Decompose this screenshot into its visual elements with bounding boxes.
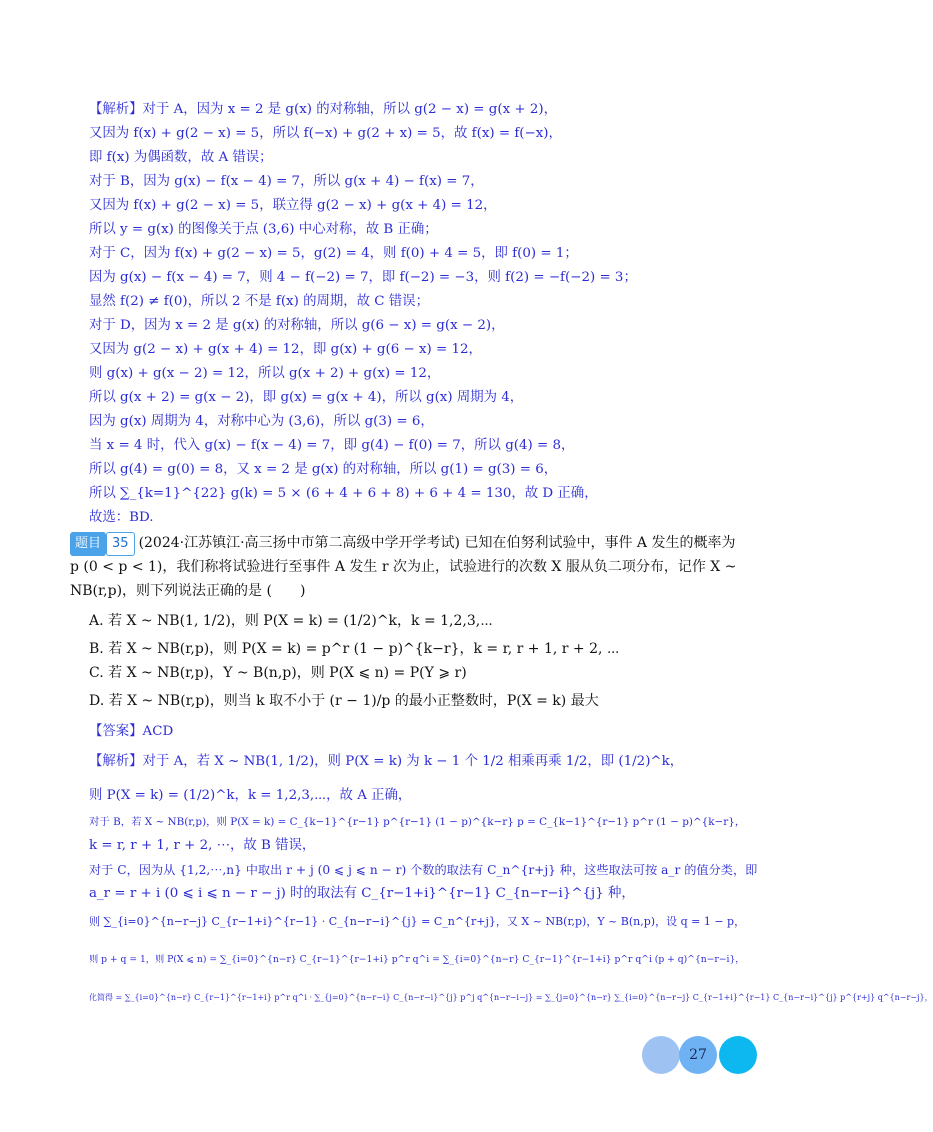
analysis1-line: 故选：BD. [89,510,154,525]
analysis1-line: 则 g(x) + g(x − 2) = 12，所以 g(x + 2) + g(x) = 12， [89,366,441,381]
analysis2-line: 则 p + q = 1，则 P(X ⩽ n) = ∑_{i=0}^{n−r} C_{r−1}^{r−1+i} p^r q^i = ∑_{i=0}^{n−r} C_{r−1}^{r−1+i} p^r q^i (p + q)^{n−r−i}， [89,954,745,965]
option-c: C. 若 X ~ NB(r,p)，Y ~ B(n,p)，则 P(X ⩽ n) = P(Y ⩾ r) [89,665,467,681]
question-line-2: p (0 < p < 1)，我们称将试验进行至事件 A 发生 r 次为止，试验进行的次数 X 服从负二项分布，记作 X ~ [70,559,737,575]
analysis2-line: 【解析】对于 A，若 X ~ NB(1, 1/2)，则 P(X = k) 为 k − 1 个 1/2 相乘再乘 1/2，即 (1/2)^k， [89,754,684,769]
page-indicator [642,1036,758,1074]
option-a: A. 若 X ~ NB(1, 1/2)，则 P(X = k) = (1/2)^k，k = 1,2,3,⋯ [89,613,493,629]
question-tag: 题目 [70,532,106,556]
analysis1-line: 所以 y = g(x) 的图像关于点 (3,6) 中心对称，故 B 正确； [89,222,438,237]
analysis2-line: 化简得 = ∑_{i=0}^{n−r} C_{r−1}^{r−1+i} p^r q^i · ∑_{j=0}^{n−r−i} C_{n−r−i}^{j} p^j q^{n−r−i−j} = ∑_{j=0}^{n−r} ∑_{i=0}^{n−r−j} C_{r−1+i}^{r−1} C_{n−r−i}^{j} p^{r+j} q^{n−r−j}， [89,993,933,1002]
analysis2-line: k = r, r + 1, r + 2, ⋯，故 B 错误， [89,838,316,853]
analysis1-line: 所以 g(x + 2) = g(x − 2)，即 g(x) = g(x + 4)，所以 g(x) 周期为 4， [89,390,524,405]
analysis2-line: 对于 C，因为从 {1,2,⋯,n} 中取出 r + j (0 ⩽ j ⩽ n − r) 个数的取法有 C_n^{r+j} 种，这些取法可按 a_r 的值分类，即 [89,863,758,877]
page-circle-left [642,1036,680,1074]
analysis1-line: 对于 B，因为 g(x) − f(x − 4) = 7，所以 g(x + 4) − f(x) = 7， [89,174,484,189]
question-text-1: (2024·江苏镇江·高三扬中市第二高级中学开学考试) 已知在伯努利试验中，事件 A 发生的概率为 [138,535,736,551]
analysis2-line: 则 P(X = k) = (1/2)^k，k = 1,2,3,⋯，故 A 正确， [89,788,412,803]
analysis1-line: 对于 D，因为 x = 2 是 g(x) 的对称轴，所以 g(6 − x) = g(x − 2)， [89,318,505,333]
analysis1-line: 因为 g(x) − f(x − 4) = 7，则 4 − f(−2) = 7，即 f(−2) = −3，则 f(2) = −f(−2) = 3； [89,270,637,285]
question-line-3: NB(r,p)，则下列说法正确的是 ( ) [70,583,306,599]
question-number: 35 [106,532,135,556]
analysis1-line: 又因为 g(2 − x) + g(x + 4) = 12，即 g(x) + g(6 − x) = 12， [89,342,482,357]
analysis1-line: 【解析】对于 A，因为 x = 2 是 g(x) 的对称轴，所以 g(2 − x) = g(x + 2)， [89,102,557,117]
analysis2-line: 则 ∑_{i=0}^{n−r−j} C_{r−1+i}^{r−1} · C_{n−r−i}^{j} = C_n^{r+j}，又 X ~ NB(r,p)，Y ~ B(n,p)，设 q = 1 − p， [89,915,746,928]
analysis2-line: a_r = r + i (0 ⩽ i ⩽ n − r − j) 时的取法有 C_{r−1+i}^{r−1} C_{n−r−i}^{j} 种， [89,886,635,901]
analysis1-line: 对于 C，因为 f(x) + g(2 − x) = 5，g(2) = 4，则 f(0) + 4 = 5，即 f(0) = 1； [89,246,578,261]
page-circle-right [719,1036,757,1074]
analysis1-line: 当 x = 4 时，代入 g(x) − f(x − 4) = 7，即 g(4) − f(0) = 7，所以 g(4) = 8， [89,438,575,453]
analysis1-line: 显然 f(2) ≠ f(0)，所以 2 不是 f(x) 的周期，故 C 错误； [89,294,429,309]
analysis1-line: 即 f(x) 为偶函数，故 A 错误； [89,150,273,165]
analysis1-line: 又因为 f(x) + g(2 − x) = 5，联立得 g(2 − x) + g(x + 4) = 12， [89,198,497,213]
analysis1-line: 因为 g(x) 周期为 4，对称中心为 (3,6)，所以 g(3) = 6， [89,414,434,429]
analysis1-line: 所以 ∑_{k=1}^{22} g(k) = 5 × (6 + 4 + 6 + 8) + 6 + 4 = 130，故 D 正确， [89,486,598,501]
analysis1-line: 又因为 f(x) + g(2 − x) = 5，所以 f(−x) + g(2 + x) = 5，故 f(x) = f(−x)， [89,126,562,141]
question-line-1 [70,532,735,556]
analysis2-line: 对于 B，若 X ~ NB(r,p)，则 P(X = k) = C_{k−1}^{r−1} p^{r−1} (1 − p)^{k−r} p = C_{k−1}^{r−1} p^r (1 − p)^{k−r}， [89,816,746,828]
option-d: D. 若 X ~ NB(r,p)，则当 k 取不小于 (r − 1)/p 的最小正整数时，P(X = k) 最大 [89,693,599,709]
option-b: B. 若 X ~ NB(r,p)，则 P(X = k) = p^r (1 − p)^{k−r}，k = r, r + 1, r + 2, ⋯ [89,641,620,657]
answer: 【答案】ACD [89,724,174,739]
page-number: 27 [689,1047,707,1063]
analysis1-line: 所以 g(4) = g(0) = 8，又 x = 2 是 g(x) 的对称轴，所以 g(1) = g(3) = 6， [89,462,558,477]
